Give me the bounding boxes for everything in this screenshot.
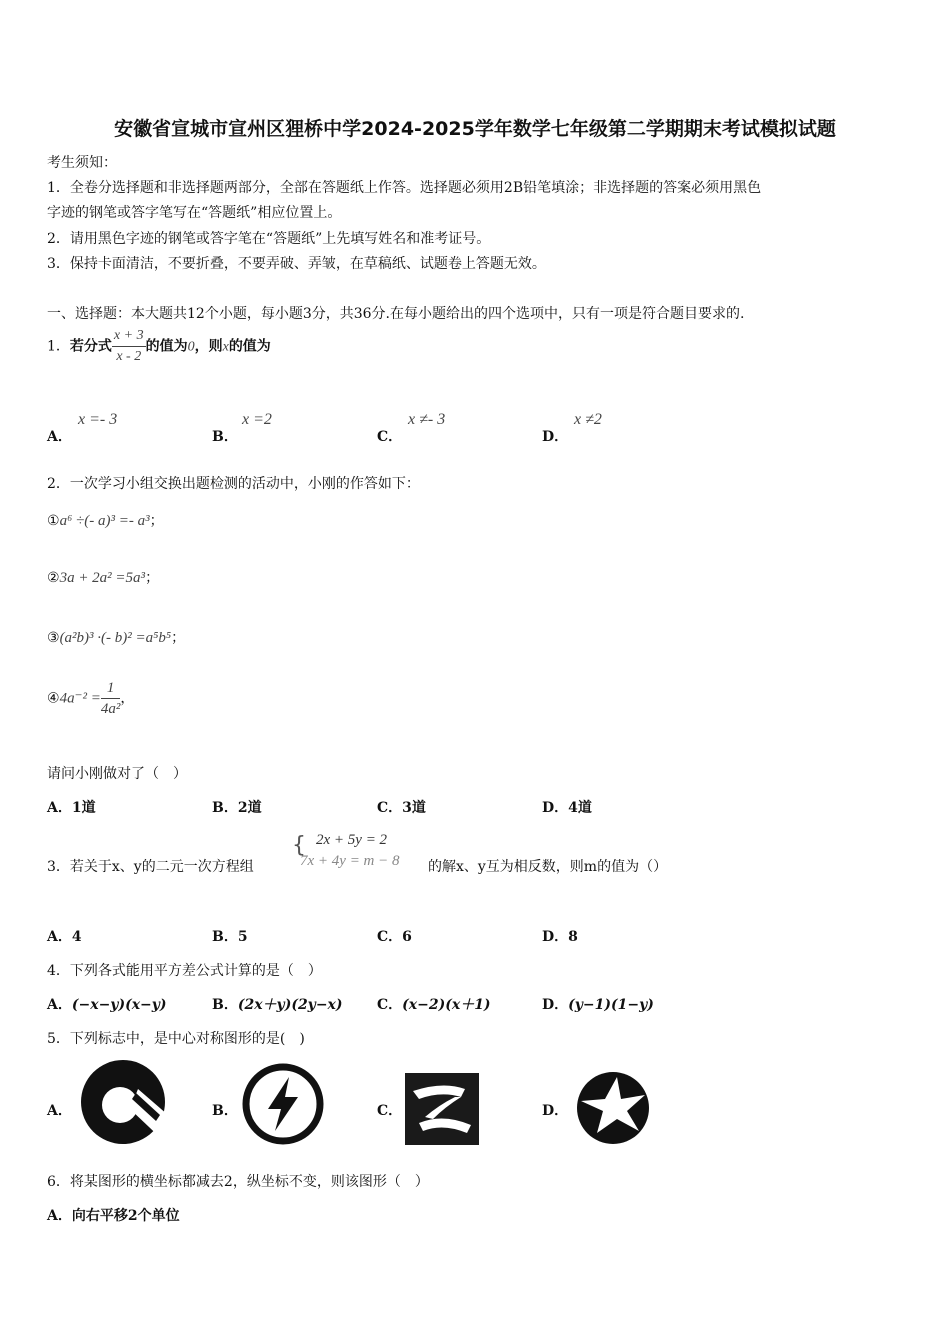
- q3-option-c[interactable]: [377, 926, 412, 946]
- q1-option-d-label[interactable]: D．: [542, 429, 569, 445]
- question-2-stem: 2．一次学习小组交换出题检测的活动中，小刚的作答如下：: [47, 476, 420, 492]
- option-label: C．: [377, 800, 403, 816]
- q1-option-a-value: x =- 3: [78, 411, 118, 428]
- q2-item-4-mark: ④: [47, 690, 60, 707]
- option-label: D．: [542, 929, 569, 945]
- notice-item-3: 3．保持卡面清洁，不要折叠，不要弄破、弄皱，在草稿纸、试题卷上答题无效。: [47, 256, 546, 272]
- option-value: (y−1)(1−y): [568, 997, 654, 1013]
- page-title: 安徽省宣城市宣州区狸桥中学2024-2025学年数学七年级第二学期期末考试模拟试题: [114, 118, 836, 140]
- q4-option-d[interactable]: [542, 994, 654, 1014]
- option-label: D．: [542, 800, 569, 816]
- option-label: A．: [47, 997, 72, 1013]
- q2-item-2-end: ；: [145, 570, 160, 586]
- fraction-numerator: 1: [101, 678, 121, 699]
- option-value: (2x＋y)(2y−x): [237, 997, 343, 1013]
- q2-item-3-expr: (a²b)³ ·(- b)² =a⁵b⁵: [59, 630, 172, 646]
- question-1-text-b: 的值为: [145, 338, 188, 355]
- q2-item-4-expr: 4a⁻² =: [59, 690, 101, 707]
- q1-option-a-label[interactable]: A．: [47, 429, 72, 445]
- option-label: B．: [212, 929, 238, 945]
- q2-item-2-mark: ②: [47, 570, 60, 586]
- q2-item-2-expr: 3a + 2a² =5a³: [59, 570, 146, 586]
- question-4-stem: 4．下列各式能用平方差公式计算的是（ ）: [47, 963, 322, 979]
- q2-option-a[interactable]: [47, 797, 96, 817]
- option-label: B．: [212, 997, 238, 1013]
- q2-option-c[interactable]: [377, 797, 426, 817]
- q5-option-a-label[interactable]: A．: [47, 1103, 72, 1119]
- fraction-numerator: x + 3: [112, 326, 146, 347]
- q2-item-4-fraction: [101, 678, 121, 719]
- section-heading: 一、选择题：本大题共12个小题，每小题3分，共36分.在每小题给出的四个选项中，只有一项是符合题目要求的.: [47, 306, 745, 322]
- fraction-denominator: 4a²: [100, 701, 121, 717]
- q2-option-d[interactable]: [542, 797, 592, 817]
- option-label: C．: [377, 929, 403, 945]
- option-value: (x−2)(x＋1): [402, 997, 491, 1013]
- q5-option-d-label[interactable]: D．: [542, 1103, 569, 1119]
- option-value: 6: [402, 929, 412, 945]
- lightning-logo-icon: [242, 1063, 324, 1145]
- q4-option-a[interactable]: [47, 994, 167, 1014]
- option-value: 1道: [71, 800, 96, 816]
- q1-option-c-label[interactable]: C．: [377, 429, 403, 445]
- option-value: 4道: [568, 800, 592, 816]
- q2-item-4: [47, 678, 134, 719]
- q5-option-c-label[interactable]: C．: [377, 1103, 403, 1119]
- question-1-zero: 0: [187, 339, 195, 355]
- option-value: 4: [71, 929, 82, 945]
- q6-option-a[interactable]: A．向右平移2个单位: [47, 1208, 180, 1224]
- question-1-text-d: 的值为: [228, 338, 271, 355]
- option-label: A．: [47, 929, 72, 945]
- q3-option-d[interactable]: [542, 926, 578, 946]
- ring-logo-icon: [78, 1059, 168, 1145]
- q3-equation-1: 2x + 5y = 2: [316, 832, 388, 848]
- q2-item-3-end: ；: [171, 630, 186, 646]
- q3-option-a[interactable]: [47, 926, 82, 946]
- q2-item-1-expr: a⁶ ÷(- a)³ =- a³: [59, 513, 150, 529]
- q2-item-1-end: ；: [149, 513, 164, 529]
- notice-item-2: 2．请用黑色字迹的钢笔或答字笔在“答题纸”上先填写姓名和准考证号。: [47, 231, 491, 247]
- q5-option-b-label[interactable]: B．: [212, 1103, 238, 1119]
- star-logo-icon: [575, 1071, 651, 1145]
- q3-option-b[interactable]: [212, 926, 248, 946]
- question-1-text-a: 若分式: [69, 338, 112, 355]
- q1-option-d-value: x ≠2: [574, 411, 602, 428]
- q1-option-b-value: x =2: [242, 411, 272, 428]
- z-wave-logo-icon: [405, 1073, 479, 1145]
- q2-item-2: [47, 567, 159, 587]
- notice-item-1-line-2: 字迹的钢笔或答字笔写在“答题纸”相应位置上。: [47, 205, 342, 221]
- q2-item-3-mark: ③: [47, 630, 60, 646]
- q2-option-b[interactable]: [212, 797, 262, 817]
- q1-option-b-label[interactable]: B．: [212, 429, 238, 445]
- q2-item-3: [47, 627, 185, 647]
- option-value: 5: [237, 929, 248, 945]
- q2-item-1-mark: ①: [47, 513, 60, 529]
- q2-item-1: [47, 510, 164, 530]
- option-value: 2道: [237, 800, 262, 816]
- q2-item-4-end: ，: [120, 690, 135, 707]
- option-label: A．: [47, 800, 72, 816]
- option-value: (−x−y)(x−y): [71, 997, 167, 1013]
- option-label: D．: [542, 997, 569, 1013]
- q3-equation-2: 7x + 4y = m − 8: [300, 853, 400, 869]
- question-5-stem: 5．下列标志中，是中心对称图形的是( ): [47, 1031, 305, 1047]
- question-1: [47, 326, 271, 367]
- q4-option-b[interactable]: [212, 994, 343, 1014]
- question-1-fraction: [112, 326, 146, 367]
- question-1-text-c: ，则: [194, 338, 223, 355]
- question-1-variable: x: [222, 339, 229, 355]
- notice-heading: 考生须知：: [47, 155, 117, 171]
- question-3-text-a: 3．若关于x、y的二元一次方程组: [47, 859, 254, 875]
- notice-item-1-line-1: 1．全卷分选择题和非选择题两部分，全部在答题纸上作答。选择题必须用2B铅笔填涂；非选择题的答案必须用黑色: [47, 180, 762, 196]
- system-brace: {: [292, 833, 306, 858]
- option-value: 8: [568, 929, 578, 945]
- fraction-denominator: x - 2: [116, 349, 142, 364]
- q4-option-c[interactable]: [377, 994, 491, 1014]
- option-label: B．: [212, 800, 238, 816]
- question-2-question: 请问小刚做对了（ ）: [47, 766, 187, 782]
- question-1-number: 1．: [47, 338, 70, 355]
- question-6-stem: 6．将某图形的横坐标都减去2，纵坐标不变，则该图形（ ）: [47, 1174, 429, 1190]
- option-label: C．: [377, 997, 403, 1013]
- q1-option-c-value: x ≠- 3: [408, 411, 446, 428]
- question-3-text-b: 的解x、y互为相反数，则m的值为（）: [428, 859, 668, 875]
- option-value: 3道: [402, 800, 426, 816]
